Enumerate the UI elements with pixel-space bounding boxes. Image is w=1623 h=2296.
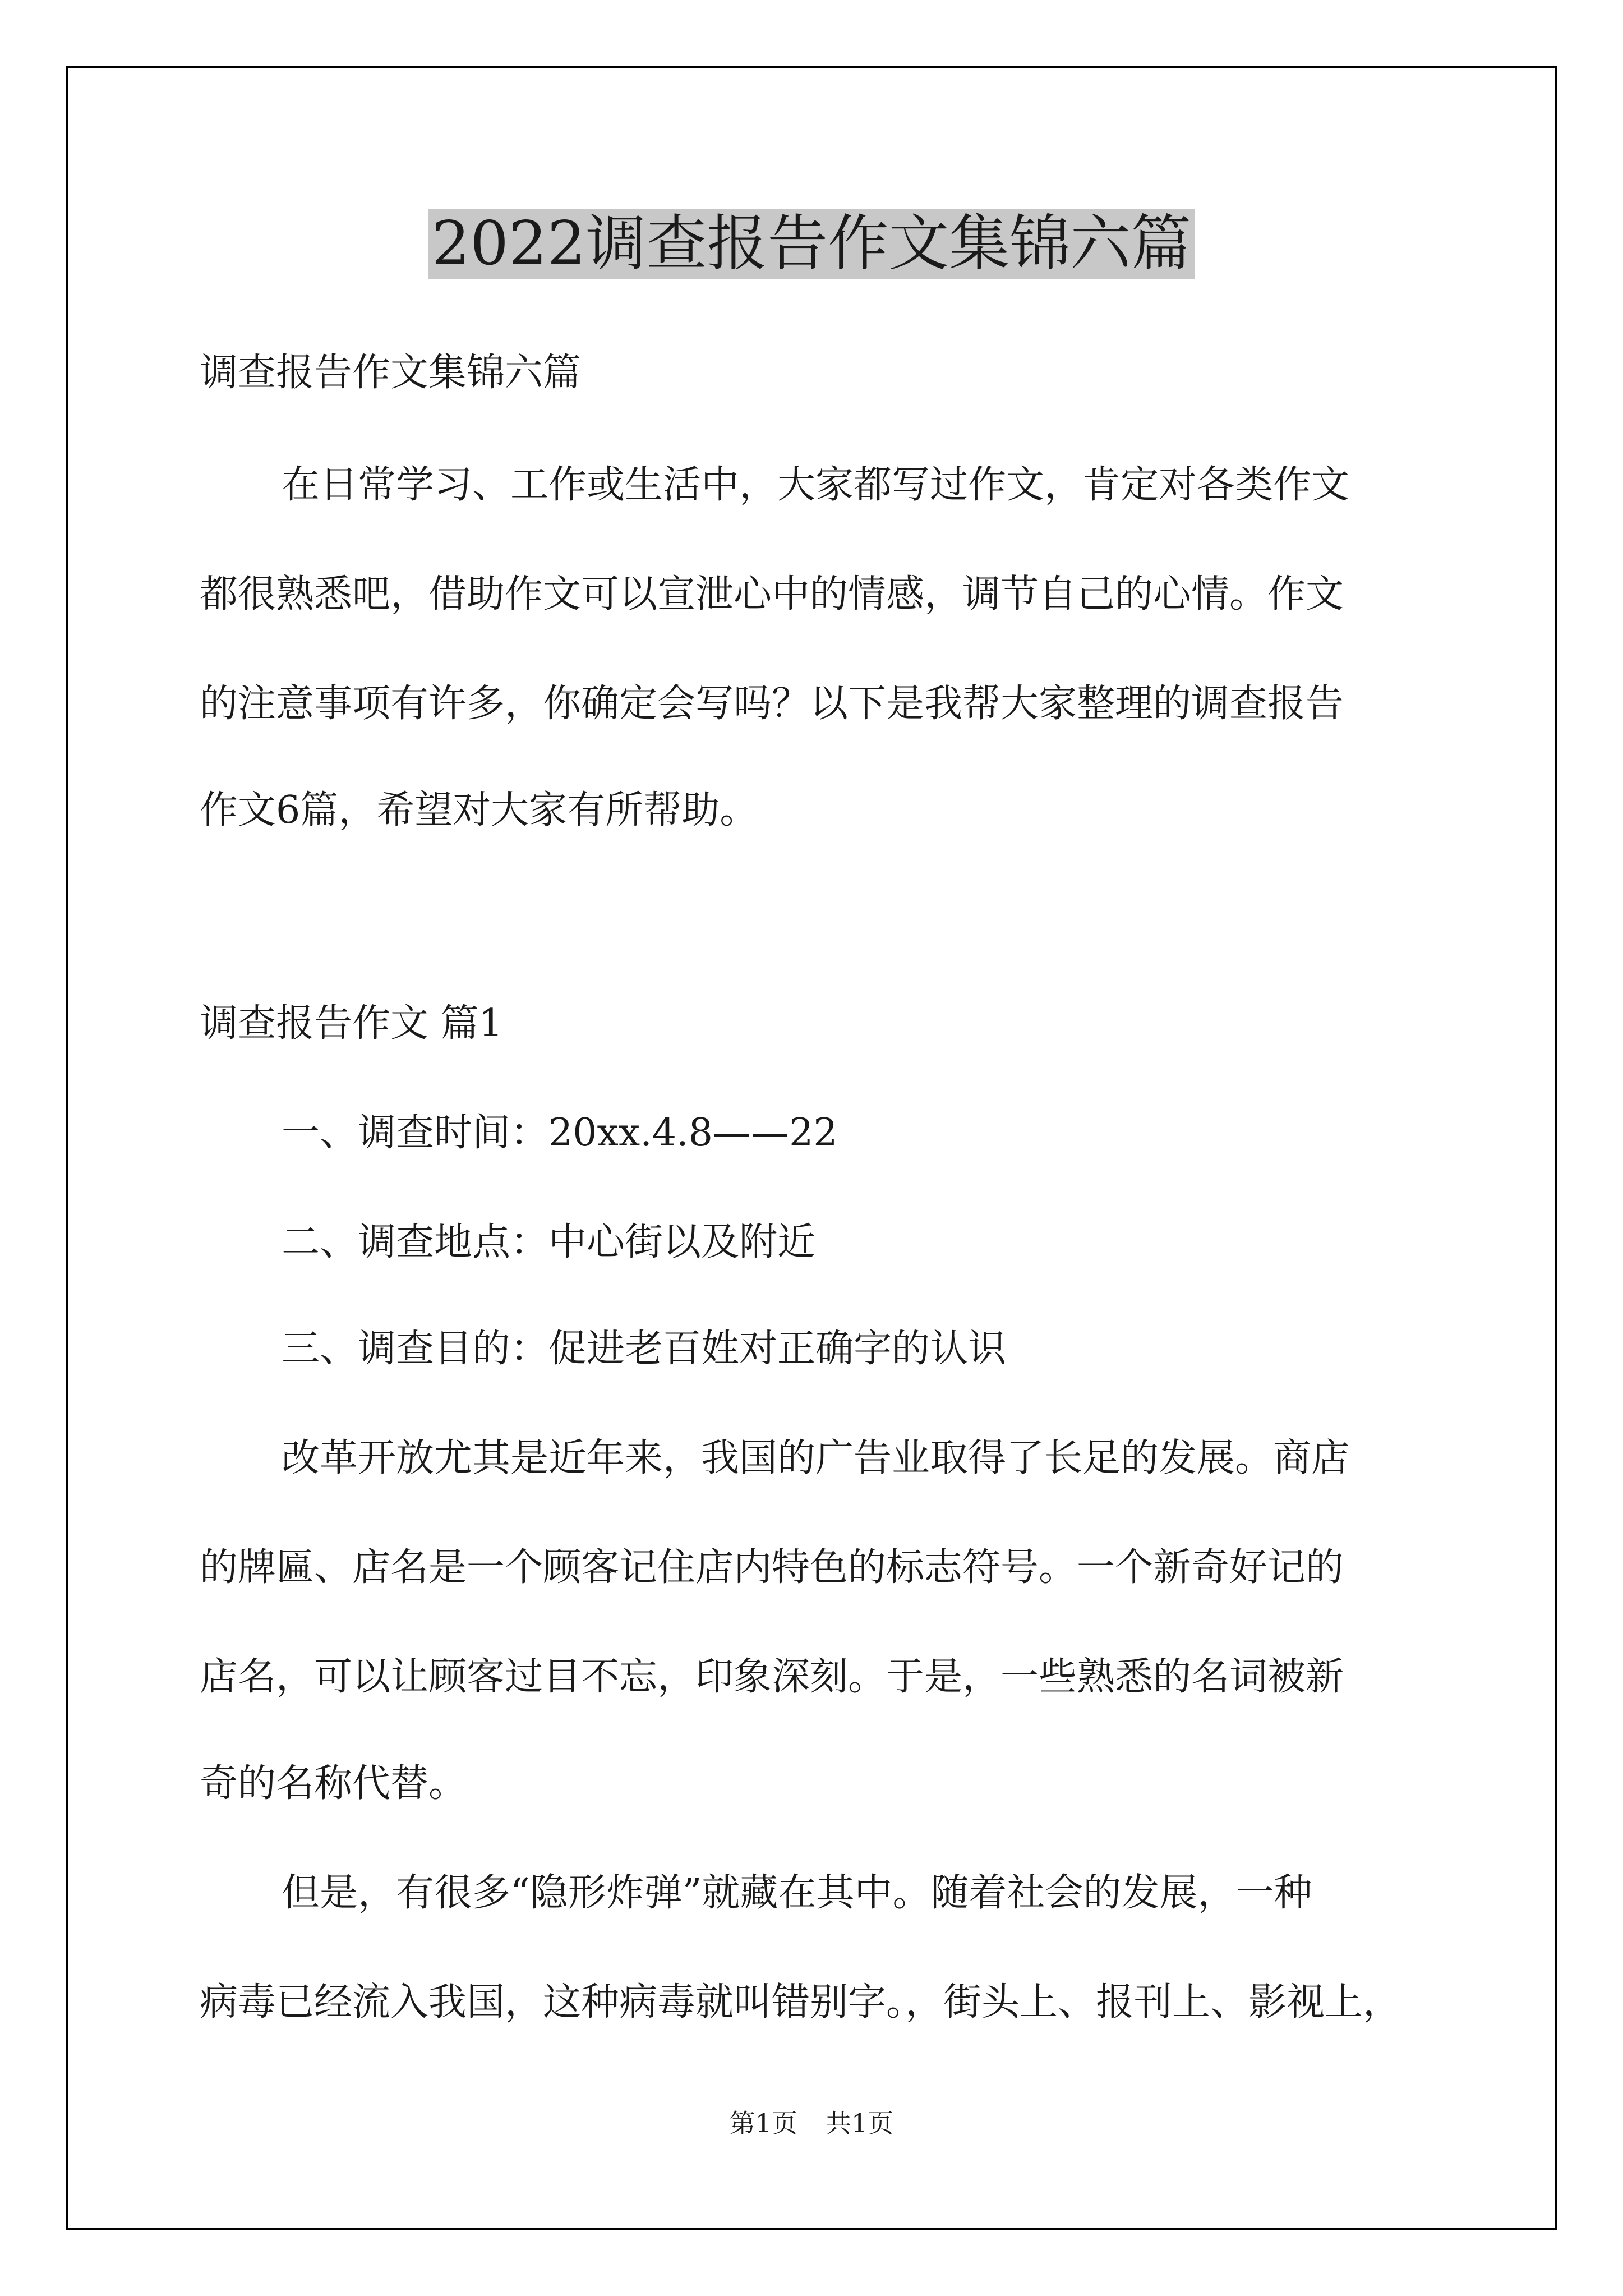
document-title-text: 2022调查报告作文集锦六篇 [428,209,1195,279]
intro-line: 在日常学习、工作或生活中，大家都写过作文，肯定对各类作文 [282,463,1350,507]
document-title [0,202,1623,286]
paragraph-line: 奇的名称代替。 [200,1761,467,1806]
paragraph-line: 改革开放尤其是近年来，我国的广告业取得了长足的发展。商店 [282,1436,1350,1480]
paragraph-line: 但是，有很多“隐形炸弹”就藏在其中。随着社会的发展，一种 [282,1871,1312,1915]
intro-line: 的注意事项有许多，你确定会写吗？以下是我帮大家整理的调查报告 [200,682,1344,726]
page-number: 第1页 [729,2108,797,2138]
page-footer [0,2106,1623,2140]
paragraph-line: 的牌匾、店名是一个顾客记住店内特色的标志符号。一个新奇好记的 [200,1545,1344,1590]
list-item: 二、调查地点：中心街以及附近 [282,1220,816,1264]
intro-line: 都很熟悉吧，借助作文可以宣泄心中的情感，调节自己的心情。作文 [200,572,1344,616]
paragraph-line: 病毒已经流入我国，这种病毒就叫错别字。，街头上、报刊上、影视上， [200,1980,1401,2024]
document-subtitle: 调查报告作文集锦六篇 [200,351,582,395]
page-total: 共1页 [826,2108,894,2138]
section-heading: 调查报告作文 篇1 [200,1001,503,1046]
list-item: 三、调查目的：促进老百姓对正确字的认识 [282,1327,1007,1371]
intro-line: 作文6篇，希望对大家有所帮助。 [200,788,758,832]
list-item: 一、调查时间：20xx.4.8——22 [282,1111,838,1155]
paragraph-line: 店名，可以让顾客过目不忘，印象深刻。于是，一些熟悉的名词被新 [200,1655,1344,1699]
